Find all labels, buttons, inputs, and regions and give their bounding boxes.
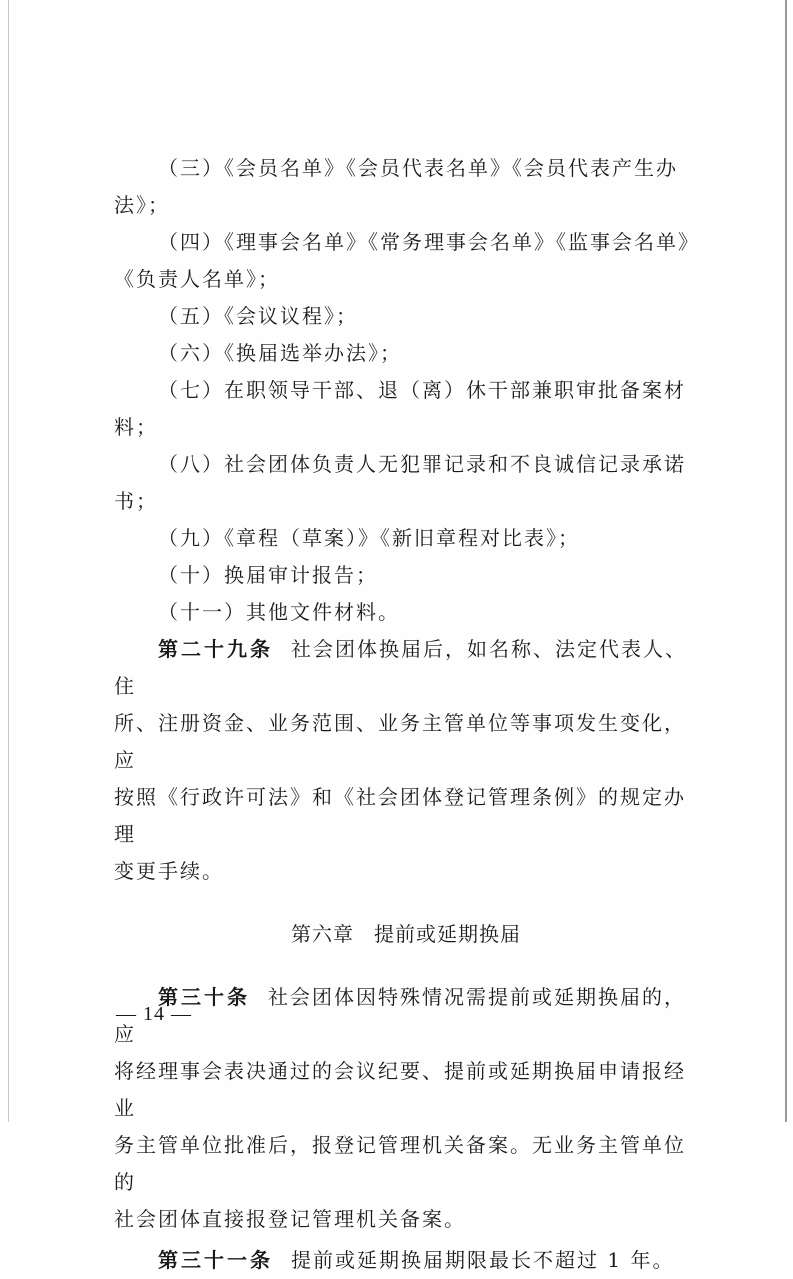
- list-item: （九）《章程（草案）》《新旧章程对比表》；: [158, 526, 580, 550]
- list-item-line: （四）《理事会名单》《常务理事会名单》《监事会名单》: [158, 230, 700, 254]
- list-item: （八）社会团体负责人无犯罪记录和不良诚信记录承诺书；: [114, 452, 686, 513]
- article-30: [114, 979, 698, 1053]
- list-item-continuation: [114, 261, 698, 298]
- article-heading: 第二十九条: [158, 637, 273, 661]
- article-text: 提前或延期换届期限最长不超过 1 年。: [291, 1248, 675, 1272]
- list-item: （十）换届审计报告；: [158, 563, 378, 587]
- article-30-line: 将经理事会表决通过的会议纪要、提前或延期换届申请报经业: [114, 1059, 686, 1120]
- list-item-line: 法》；: [114, 193, 170, 217]
- article-30-line: 社会团体直接报登记管理机关备案。: [114, 1207, 466, 1231]
- article-text: 社会团体因特殊情况需提前或延期换届的，应: [114, 985, 686, 1046]
- list-item: [114, 150, 698, 187]
- article-31: [114, 1242, 698, 1279]
- article-heading: 第三十条: [158, 985, 250, 1009]
- list-item: （十一）其他文件材料。: [158, 600, 400, 624]
- page-edge-right: [785, 0, 787, 1122]
- page-edge-left: [8, 0, 9, 1122]
- list-item-continuation: [114, 187, 698, 224]
- list-item: [114, 224, 698, 261]
- chapter-title: [114, 916, 698, 953]
- chapter-name: 提前或延期换届: [374, 922, 521, 946]
- article-29-line: 按照《行政许可法》和《社会团体登记管理条例》的规定办理: [114, 785, 686, 846]
- article-29-line: 所、注册资金、业务范围、业务主管单位等事项发生变化，应: [114, 711, 686, 772]
- page-number: — 14 —: [116, 1003, 192, 1025]
- article-29-line: 变更手续。: [114, 859, 224, 883]
- list-item-line: 《负责人名单》；: [114, 267, 280, 291]
- list-item: （六）《换届选举办法》；: [158, 341, 402, 365]
- list-item-line: （三）《会员名单》《会员代表名单》《会员代表产生办: [158, 156, 678, 180]
- list-item: （七）在职领导干部、退（离）休干部兼职审批备案材料；: [114, 378, 686, 439]
- list-item: （五）《会议议程》；: [158, 304, 358, 328]
- article-30-line: 务主管单位批准后，报登记管理机关备案。无业务主管单位的: [114, 1133, 686, 1194]
- article-29: [114, 631, 698, 705]
- document-body: [114, 150, 698, 1279]
- article-text: 社会团体换届后，如名称、法定代表人、住: [114, 637, 687, 698]
- chapter-number: 第六章: [291, 922, 354, 946]
- article-heading: 第三十一条: [158, 1248, 273, 1272]
